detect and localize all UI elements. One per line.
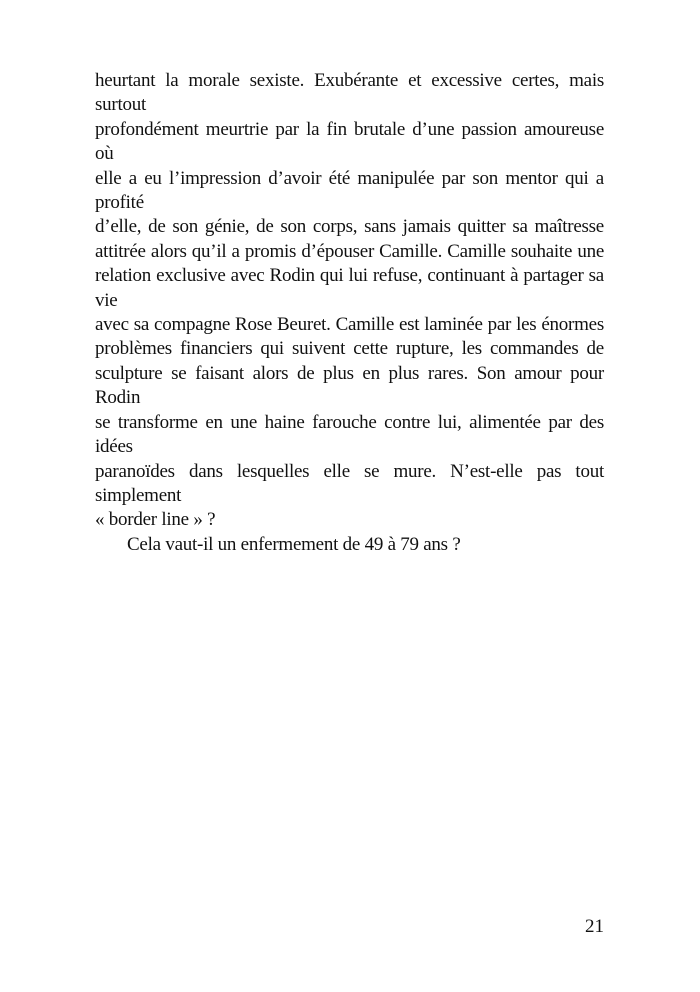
text-line: d’elle, de son génie, de son corps, sans jamais quitter sa maîtresse <box>95 216 604 238</box>
paragraph-1 <box>95 69 604 533</box>
text-line: elle a eu l’impression d’avoir été manipulée par son mentor qui a profité <box>95 167 604 214</box>
text-line: heurtant la morale sexiste. Exubérante et excessive certes, mais surtout <box>95 70 604 116</box>
page-number: 21 <box>585 916 604 937</box>
text-line: profondément meurtrie par la fin brutale d’une passion amoureuse où <box>95 118 604 165</box>
text-line: « border line » ? <box>95 509 216 531</box>
body-text <box>95 69 604 557</box>
text-line: avec sa compagne Rose Beuret. Camille est laminée par les énormes <box>95 314 604 336</box>
text-line: problèmes financiers qui suivent cette rupture, les commandes de <box>95 338 604 360</box>
text-line: paranoïdes dans lesquelles elle se mure. N’est-elle pas tout simplement <box>95 460 604 506</box>
text-line: relation exclusive avec Rodin qui lui refuse, continuant à partager sa vie <box>95 265 604 311</box>
paragraph-2: Cela vaut-il un enfermement de 49 à 79 ans ? <box>127 533 461 555</box>
text-line: attitrée alors qu’il a promis d’épouser Camille. Camille souhaite une <box>95 240 604 262</box>
text-line: sculpture se faisant alors de plus en plus rares. Son amour pour Rodin <box>95 362 604 409</box>
text-line: se transforme en une haine farouche contre lui, alimentée par des idées <box>95 411 604 458</box>
